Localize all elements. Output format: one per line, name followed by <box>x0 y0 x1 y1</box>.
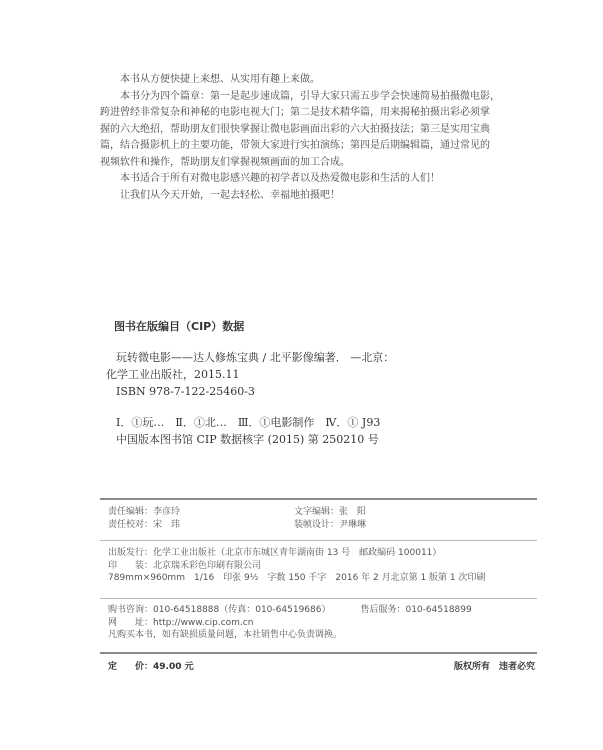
publishing-info <box>108 547 486 585</box>
cip-line-title: 玩转微电影——达人修炼宝典 / 北平影像编著． —北京： <box>116 351 395 364</box>
divider <box>100 652 537 654</box>
text-editor-label: 文字编辑： <box>294 507 340 517</box>
cip-title: 图书在版编目（CIP）数据 <box>114 320 245 333</box>
cip-line-publisher: 化学工业出版社，2015.11 <box>106 368 240 381</box>
editor-label: 责任编辑： <box>108 507 154 517</box>
proofreader-label: 责任校对： <box>108 519 154 530</box>
intro-section <box>100 72 500 204</box>
intro-paragraph: 跨进曾经非常复杂和神秘的电影电视大门；第二是技术精华篇，用来揭秘拍摄出彩必须掌 <box>100 107 490 118</box>
after-sales-line: 售后服务：010-64518899 <box>360 605 472 615</box>
credits-left <box>108 506 180 531</box>
website-line: 网 址：http://www.cip.com.cn <box>108 617 254 628</box>
credits-right <box>294 506 366 531</box>
price: 定 价：49.00 元 <box>108 662 194 672</box>
specs-line: 789mm×960mm 1/16 印张 9½ 字数 150 千字 2016 年 2 月北京第 1 版第 1 次印刷 <box>108 573 486 583</box>
contact-info <box>108 604 472 642</box>
intro-paragraph: 篇，结合摄影机上的主要功能，带领大家进行实拍演练；第四是后期编辑篇，通过常见的 <box>100 140 490 151</box>
designer-name: 尹琳琳 <box>339 519 367 530</box>
proofreader-name: 宋 玮 <box>153 519 181 530</box>
intro-paragraph: 本书分为四个篇章：第一是起步速成篇，引导大家只需五步学会快速简易拍摄微电影， <box>120 90 500 102</box>
intro-paragraph: 握的六大绝招，帮助朋友们很快掌握让微电影画面出彩的六大拍摄技法；第三是实用宝典 <box>100 123 490 135</box>
purchase-line: 购书咨询：010-64518888（传真：010-64519686） <box>108 605 331 615</box>
printer-line: 印 装：北京瑞禾彩色印刷有限公司 <box>108 560 262 571</box>
divider <box>100 540 537 541</box>
publisher-line: 出版发行：化学工业出版社（北京市东城区青年湖南街 13 号 邮政编码 100011） <box>108 548 442 558</box>
intro-paragraph: 本书从方便快捷上来想、从实用有趣上来做。 <box>120 74 320 85</box>
text-editor-name: 张 阳 <box>339 507 367 517</box>
cip-classification: Ⅰ．①玩… Ⅱ．①北… Ⅲ．①电影制作 Ⅳ．① J93 <box>116 416 381 429</box>
intro-paragraph: 本书适合于所有对微电影感兴趣的初学者以及热爱微电影和生活的人们！ <box>120 173 440 184</box>
copyright-notice: 版权所有 违者必究 <box>453 662 535 672</box>
editor-name: 李彦玲 <box>153 507 181 517</box>
cip-isbn: ISBN 978-7-122-25460-3 <box>116 385 255 398</box>
notice-line: 凡购买本书，如有缺损质量问题，本社销售中心负责调换。 <box>108 630 343 640</box>
divider <box>100 598 537 599</box>
designer-label: 装帧设计： <box>294 519 340 530</box>
intro-paragraph: 视频软件和操作，帮助朋友们掌握视频画面的加工合成。 <box>100 156 350 168</box>
cip-block <box>106 349 394 448</box>
intro-paragraph: 让我们从今天开始，一起去轻松、幸福地拍摄吧！ <box>120 189 340 201</box>
divider <box>100 498 537 500</box>
cip-record-number: 中国版本图书馆 CIP 数据核字 (2015) 第 250210 号 <box>116 433 379 446</box>
